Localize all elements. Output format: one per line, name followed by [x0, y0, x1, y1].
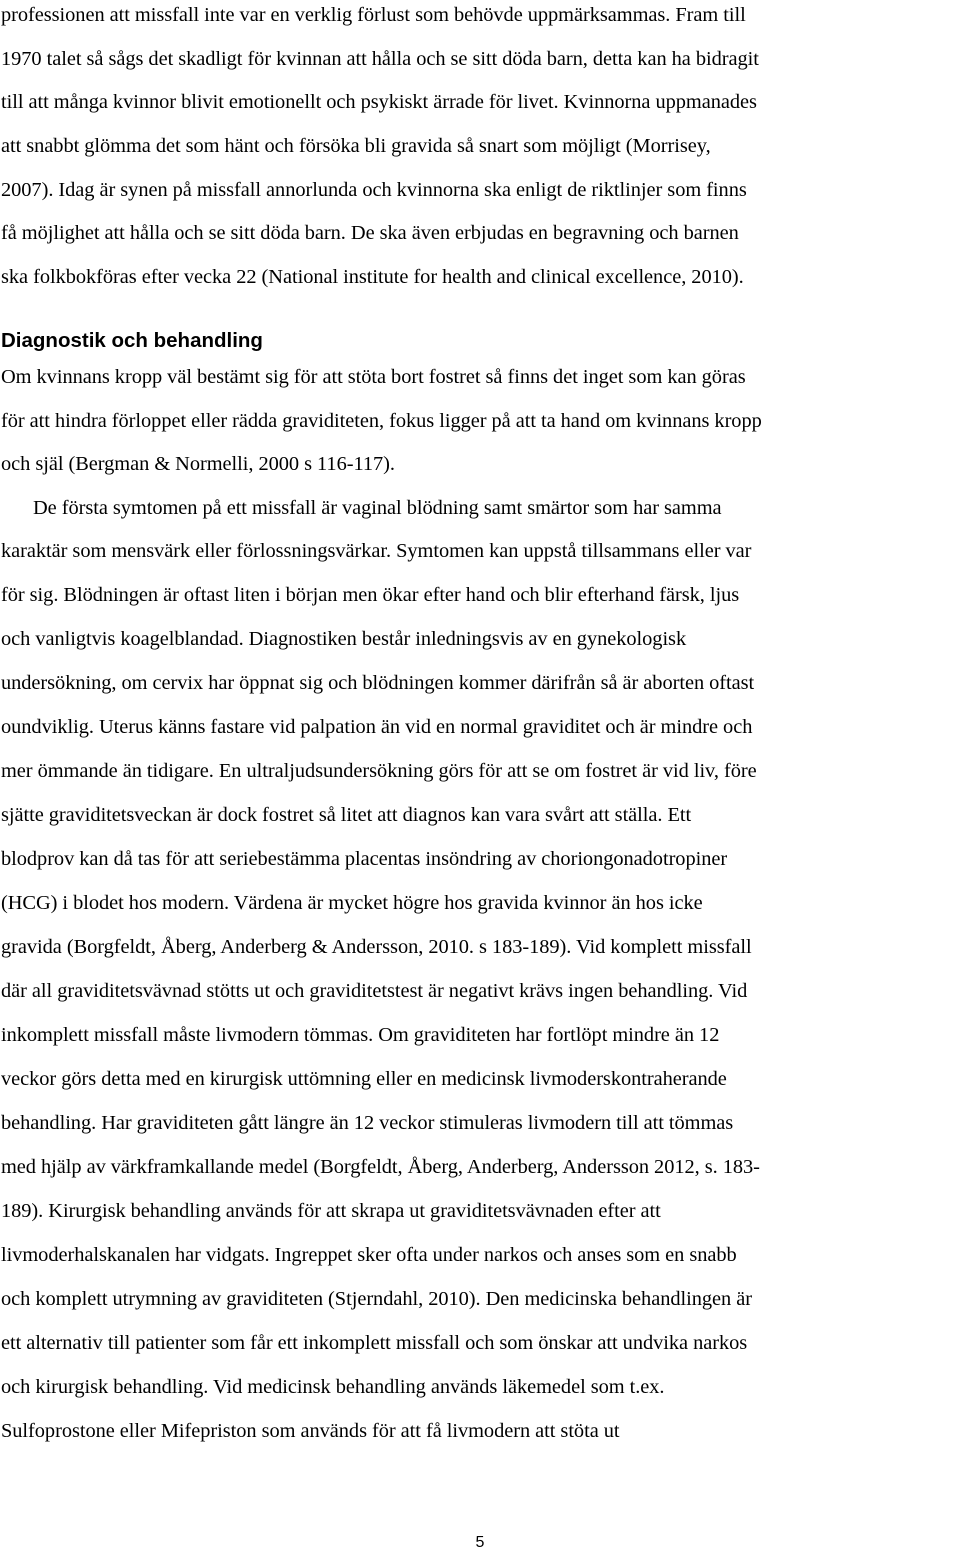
- text-line: och själ (Bergman & Normelli, 2000 s 116-117).: [1, 453, 395, 475]
- text-line: ska folkbokföras efter vecka 22 (National institute for health and clinical excellence, 2010).: [1, 266, 744, 288]
- text-line: De första symtomen på ett missfall är vaginal blödning samt smärtor som har samma: [33, 497, 722, 519]
- text-line: gravida (Borgfeldt, Åberg, Anderberg & Andersson, 2010. s 183-189). Vid komplett missfall: [1, 936, 752, 958]
- text-line: veckor görs detta med en kirurgisk uttömning eller en medicinsk livmoderskontraherande: [1, 1068, 727, 1090]
- text-line: för att hindra förloppet eller rädda graviditeten, fokus ligger på att ta hand om kvinnans kropp: [1, 410, 762, 432]
- text-line: där all graviditetsvävnad stötts ut och graviditetstest är negativt krävs ingen behandling. Vid: [1, 980, 748, 1002]
- text-line: Sulfoprostone eller Mifepriston som används för att få livmodern att stöta ut: [1, 1420, 620, 1442]
- text-line: livmoderhalskanalen har vidgats. Ingreppet sker ofta under narkos och anses som en snabb: [1, 1244, 737, 1266]
- section-heading: Diagnostik och behandling: [1, 329, 263, 352]
- text-line: för sig. Blödningen är oftast liten i början men ökar efter hand och blir efterhand färsk, ljus: [1, 584, 740, 606]
- text-line: sjätte graviditetsveckan är dock fostret så litet att diagnos kan vara svårt att ställa. Ett: [1, 804, 692, 826]
- text-line: och komplett utrymning av graviditeten (Stjerndahl, 2010). Den medicinska behandlingen är: [1, 1288, 752, 1310]
- text-line: (HCG) i blodet hos modern. Värdena är mycket högre hos gravida kvinnor än hos icke: [1, 892, 703, 914]
- text-line: ett alternativ till patienter som får ett inkomplett missfall och som önskar att undvika narkos: [1, 1332, 748, 1354]
- text-line: professionen att missfall inte var en verklig förlust som behövde uppmärksammas. Fram till: [1, 4, 746, 26]
- text-line: 189). Kirurgisk behandling används för att skrapa ut graviditetsvävnaden efter att: [1, 1200, 661, 1222]
- text-line: 2007). Idag är synen på missfall annorlunda och kvinnorna ska enligt de riktlinjer som finns: [1, 179, 747, 201]
- text-line: karaktär som mensvärk eller förlossningsvärkar. Symtomen kan uppstå tillsammans eller var: [1, 540, 752, 562]
- text-line: till att många kvinnor blivit emotionellt och psykiskt ärrade för livet. Kvinnorna uppmanades: [1, 91, 757, 113]
- text-line: att snabbt glömma det som hänt och försöka bli gravida så snart som möjligt (Morrisey,: [1, 135, 711, 157]
- text-line: oundviklig. Uterus känns fastare vid palpation än vid en normal graviditet och är mindre och: [1, 716, 753, 738]
- page-number: 5: [475, 1534, 485, 1551]
- text-line: och vanligtvis koagelblandad. Diagnostiken består inledningsvis av en gynekologisk: [1, 628, 687, 650]
- text-line: mer ömmande än tidigare. En ultraljudsundersökning görs för att se om fostret är vid liv, före: [1, 760, 757, 782]
- text-line: och kirurgisk behandling. Vid medicinsk behandling används läkemedel som t.ex.: [1, 1376, 665, 1398]
- text-line: blodprov kan då tas för att seriebestämma placentas insöndring av choriongonadotropiner: [1, 848, 728, 870]
- text-line: behandling. Har graviditeten gått längre än 12 veckor stimuleras livmodern till att tömmas: [1, 1112, 734, 1134]
- text-line: 1970 talet så sågs det skadligt för kvinnan att hålla och se sitt döda barn, detta kan ha bidragit: [1, 48, 759, 70]
- text-line: med hjälp av värkframkallande medel (Borgfeldt, Åberg, Anderberg, Andersson 2012, s. 183-: [1, 1156, 760, 1178]
- text-line: inkomplett missfall måste livmodern tömmas. Om graviditeten har fortlöpt mindre än 12: [1, 1024, 720, 1046]
- text-line: undersökning, om cervix har öppnat sig och blödningen kommer därifrån så är aborten oftast: [1, 672, 755, 694]
- text-line: få möjlighet att hålla och se sitt döda barn. De ska även erbjudas en begravning och barnen: [1, 222, 739, 244]
- text-line: Om kvinnans kropp väl bestämt sig för att stöta bort fostret så finns det inget som kan göras: [1, 366, 746, 388]
